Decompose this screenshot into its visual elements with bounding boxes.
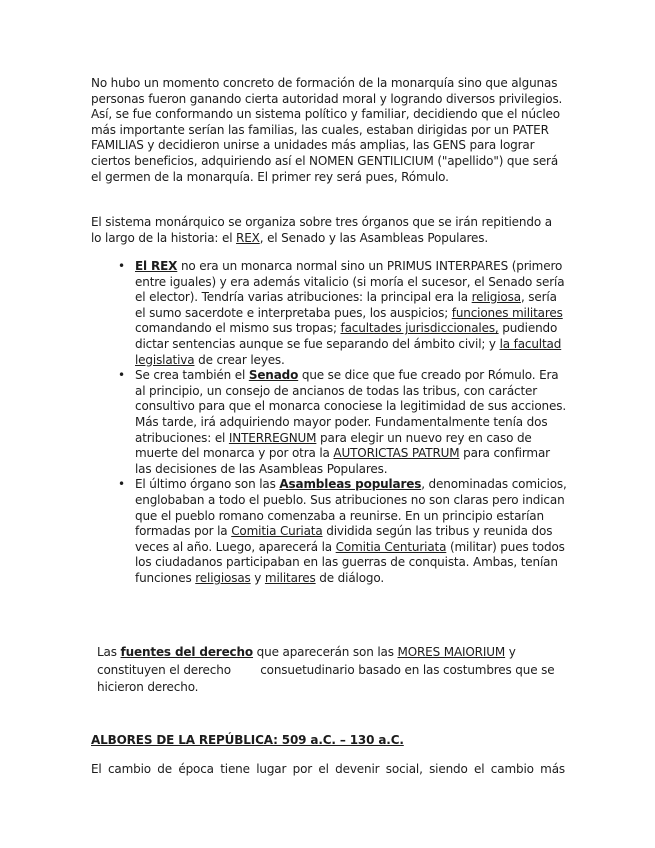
bullet-text: dividida según las tribus y reunida dos veces al año. Luego, aparecerá la bbox=[135, 524, 553, 554]
underlined-term: Comitia Curiata bbox=[231, 524, 323, 539]
underlined-term: la facultad legislativa bbox=[135, 336, 562, 367]
bullet-text: Se crea también el bbox=[135, 368, 249, 383]
bullet-text: comandando el mismo sus tropas; bbox=[135, 321, 341, 336]
bullet-title-rex: El REX bbox=[135, 259, 178, 273]
underlined-term: funciones militares bbox=[451, 305, 563, 320]
paragraph-monarchic-system bbox=[91, 215, 563, 246]
section-heading: ALBORES DE LA REPÚBLICA: 509 a.C. – 130 a.C. bbox=[91, 733, 404, 747]
underlined-term: religiosas bbox=[195, 570, 251, 585]
bullet-icon: • bbox=[118, 259, 125, 273]
bullet-text: de diálogo. bbox=[315, 570, 385, 585]
underlined-term: INTERREGNUM bbox=[228, 430, 317, 445]
bullet-text: El último órgano son las bbox=[135, 477, 280, 492]
organs-bullet-list bbox=[118, 259, 568, 586]
bullet-icon: • bbox=[118, 368, 125, 383]
underlined-term: religiosa bbox=[471, 290, 521, 305]
bullet-text: y bbox=[250, 570, 265, 585]
bullet-text: , denominadas comicios, englobaban a todo el pueblo. Sus atribuciones no son claras pero indican que el pueblo romano comenzaba a reunirse. En un principio estarían formadas por la bbox=[135, 477, 567, 539]
list-item-asambleas bbox=[118, 477, 568, 586]
paragraph-text: que aparecerán son las bbox=[253, 645, 398, 659]
paragraph-text: y constituyen el derecho consuetudinario basado en las costumbres que se hicieron derecho. bbox=[97, 645, 559, 694]
paragraph-republic-intro: El cambio de época tiene lugar por el devenir social, siendo el cambio más bbox=[91, 762, 565, 776]
bullet-text: que se dice que fue creado por Rómulo. Era al principio, un consejo de ancianos de todas las tribus, con carácter consultivo para que el monarca conociese la legitimidad de sus acciones. Más tarde, irá adquiriendo mayor poder. Fundamentalmente tenía dos atribuciones: el bbox=[135, 368, 566, 445]
paragraph-text: El sistema monárquico se organiza sobre tres órganos que se irán repitiendo a lo largo de la historia: el bbox=[91, 215, 552, 245]
bullet-text: para elegir un nuevo rey en caso de muerte del monarca y por otra la bbox=[135, 430, 532, 461]
paragraph-text: Las bbox=[97, 645, 121, 659]
bullet-title-senado: Senado bbox=[248, 368, 299, 383]
paragraph-fuentes-derecho bbox=[97, 644, 563, 697]
bullet-text: (militar) pues todos los ciudadanos participaban en las guerras de conquista. Ambas, tenían funciones bbox=[135, 539, 565, 585]
bullet-icon: • bbox=[118, 477, 125, 492]
underlined-term: Comitia Centuriata bbox=[335, 539, 447, 554]
bullet-title-asambleas: Asambleas populares bbox=[279, 477, 422, 492]
underlined-term: facultades jurisdiccionales, bbox=[340, 321, 499, 336]
list-item-rex bbox=[118, 259, 568, 368]
bullet-text: de crear leyes. bbox=[194, 352, 285, 367]
rex-link-text: REX bbox=[236, 230, 260, 245]
underlined-term: militares bbox=[264, 570, 316, 585]
bullet-text: no era un monarca normal sino un PRIMUS INTERPARES (primero entre iguales) y era además vitalicio (si moría el sucesor, el Senado sería el elector). Tendría varias atribuciones: la principal era la bbox=[135, 259, 565, 305]
underlined-term: AUTORICTAS PATRUM bbox=[333, 446, 460, 461]
bullet-text: pudiendo dictar sentencias aunque se fue separando del ámbito civil; y bbox=[135, 321, 558, 351]
paragraph-origins-monarchy: No hubo un momento concreto de formación de la monarquía sino que algunas personas fueron ganando cierta autoridad moral y logrando diversos privilegios. Así, se fue conformando un sistema político y familiar, decidiendo que el núcleo más importante serían las familias, las cuales, estaban dirigidas por un PATER FAMILIAS y decidieron unirse a unidades más amplias, las GENS para lograr ciertos beneficios, adquiriendo así el NOMEN GENTILICIUM ("apellido") que será el germen de la monarquía. El primer rey será pues, Rómulo. bbox=[91, 76, 563, 184]
bold-term: fuentes del derecho bbox=[120, 645, 254, 659]
underlined-term: MORES MAIORIUM bbox=[397, 645, 506, 659]
paragraph-text: , el Senado y las Asambleas Populares. bbox=[259, 230, 489, 245]
bullet-text: , sería el sumo sacerdote e interpretaba pues, los auspicios; bbox=[135, 290, 557, 320]
bullet-text: para confirmar las decisiones de las Asambleas Populares. bbox=[135, 446, 550, 476]
list-item-senado bbox=[118, 368, 568, 477]
